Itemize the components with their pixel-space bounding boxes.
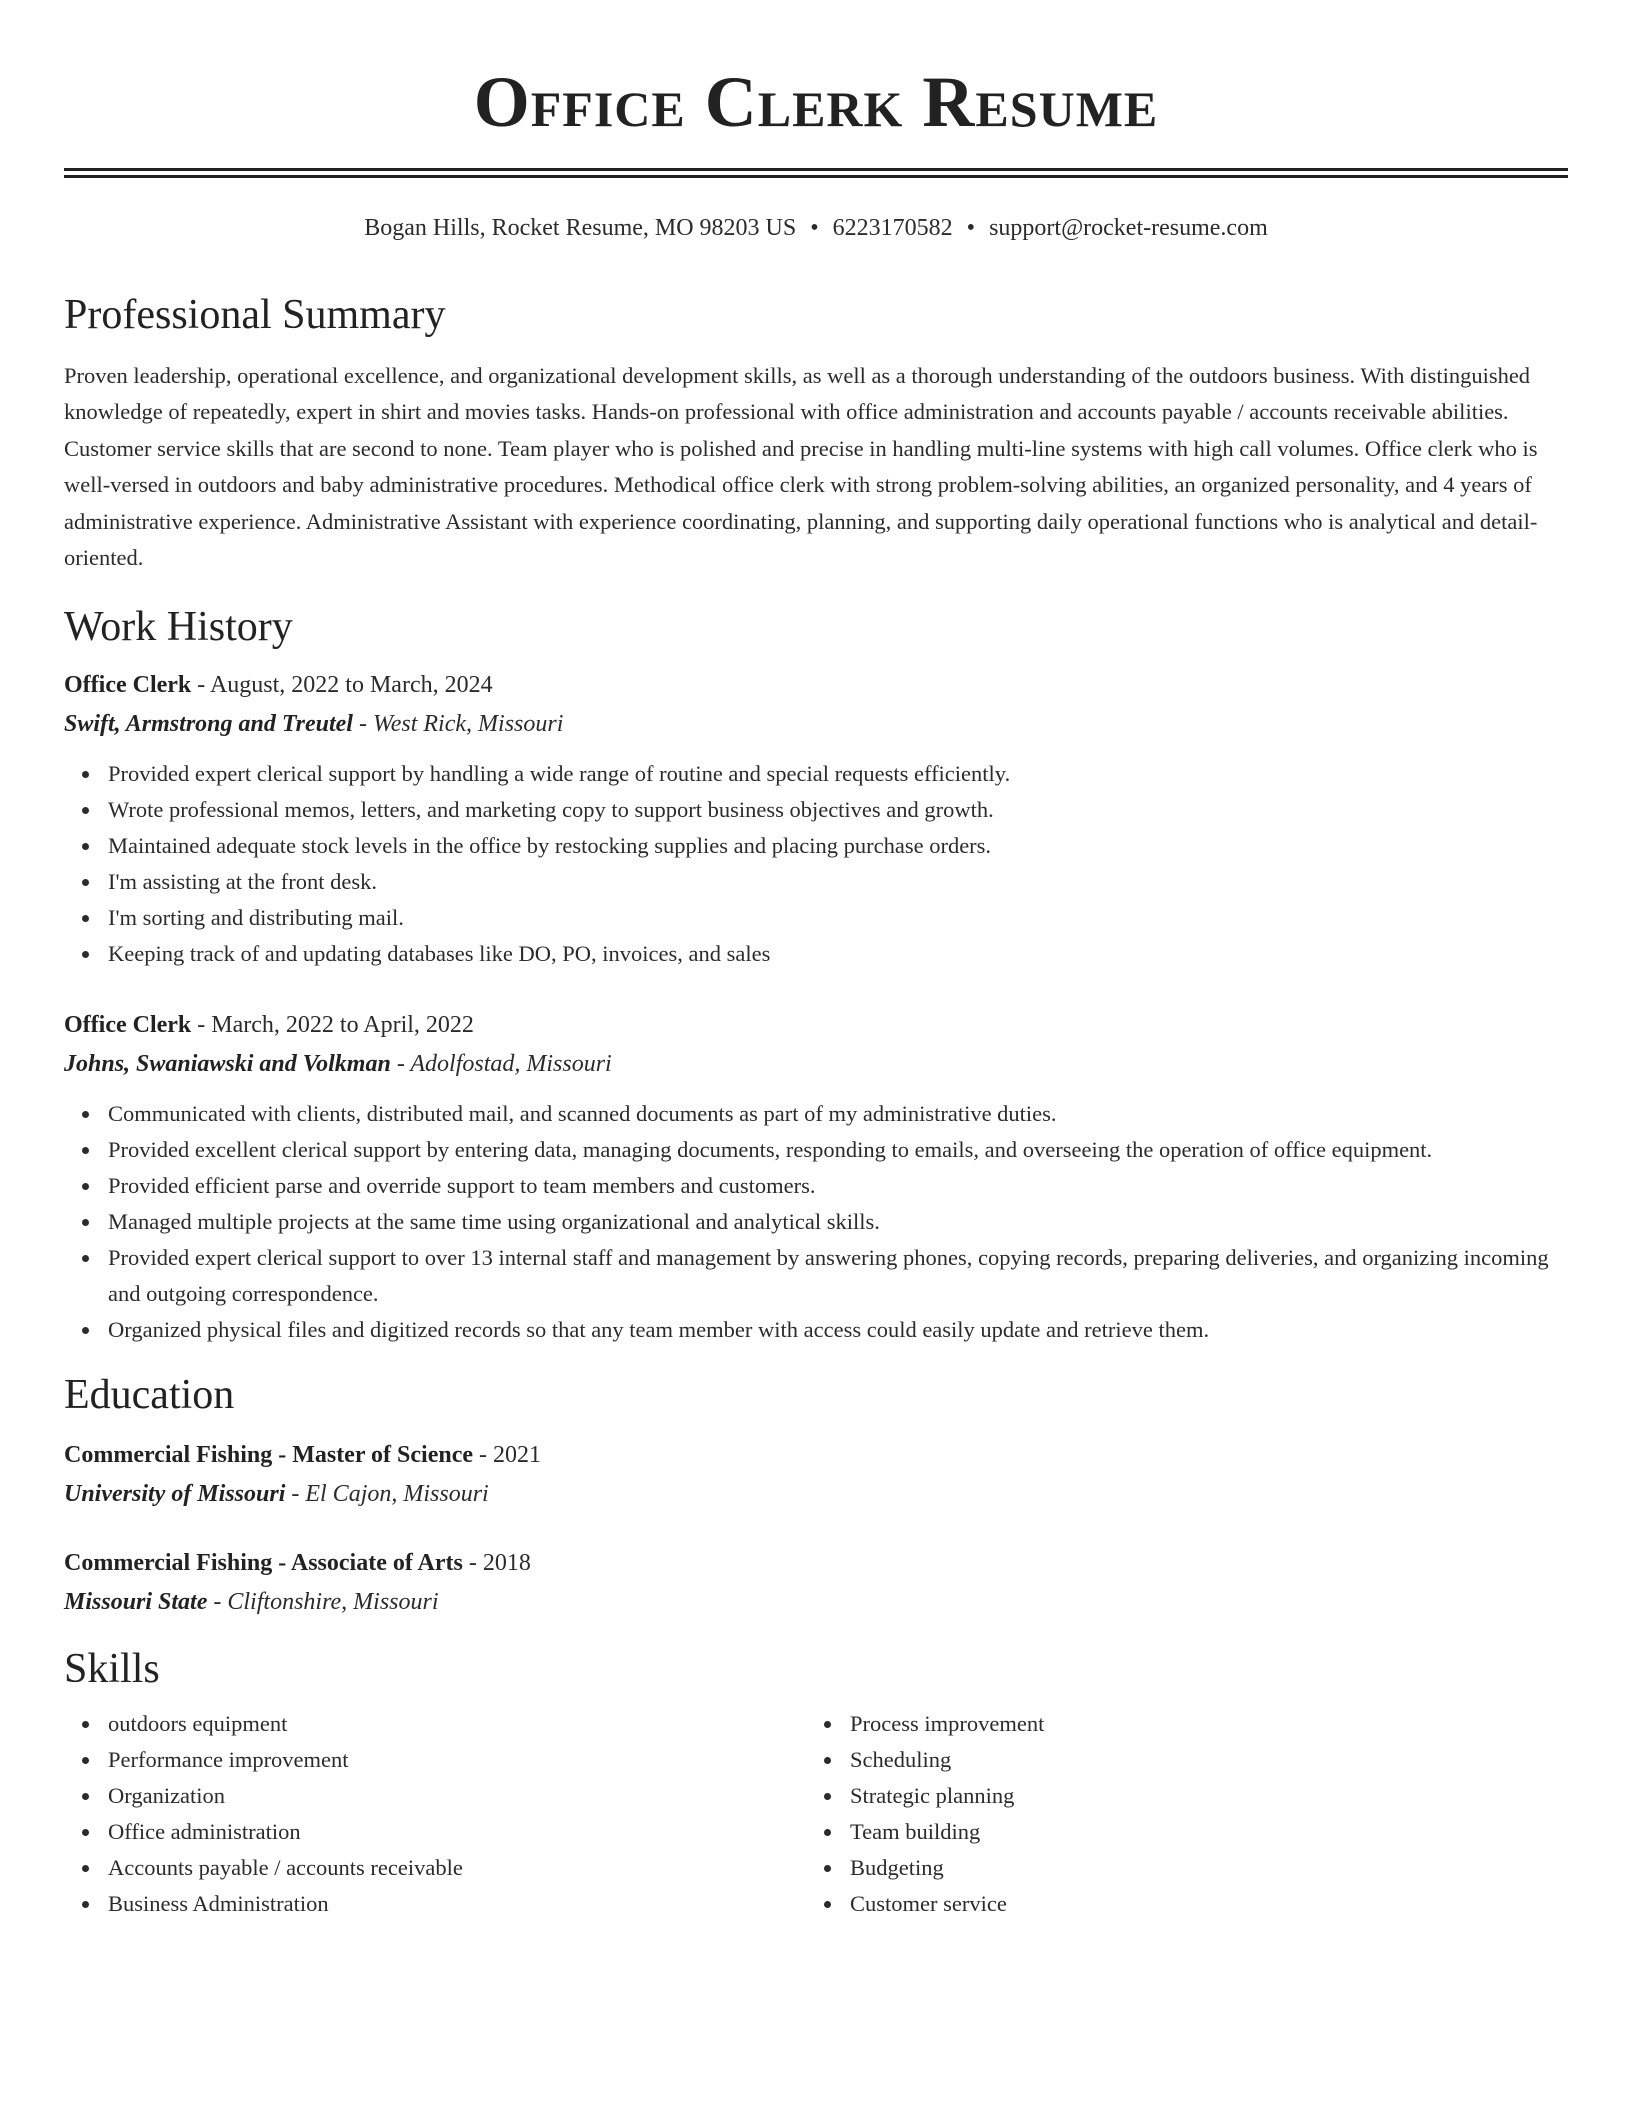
skill-item: Organization [108,1778,806,1814]
job-duty-item: Provided expert clerical support to over 13 internal staff and management by answering phones, copying records, preparing deliveries, and organizing incoming and outgoing correspondence. [108,1240,1568,1312]
job-company-line [64,1044,1568,1084]
skill-item: Office administration [108,1814,806,1850]
skill-item: Scheduling [850,1742,1548,1778]
job-duty-item: Provided excellent clerical support by entering data, managing documents, responding to emails, and overseeing the operation of office equipment. [108,1132,1568,1168]
summary-heading: Professional Summary [64,292,446,338]
job-duty-item: Maintained adequate stock levels in the office by restocking supplies and placing purchase orders. [108,828,1568,864]
education-entry [64,1436,1568,1514]
job-dates: - March, 2022 to April, 2022 [191,1012,474,1039]
school-location: - El Cajon, Missouri [285,1481,489,1508]
skill-item: Performance improvement [108,1742,806,1778]
school: University of Missouri [64,1481,286,1508]
contact-separator: • [966,215,976,241]
job-company: Johns, Swaniawski and Volkman [64,1051,391,1078]
job-duty-item: I'm assisting at the front desk. [108,864,1568,900]
contact-line [64,212,1568,244]
school-line [64,1582,1568,1622]
contact-phone: 6223170582 [832,215,953,241]
job-duties-list [64,1096,1568,1348]
job-duty-item: Keeping track of and updating databases like DO, PO, invoices, and sales [108,936,1568,972]
skills-column-left [64,1706,806,1922]
job-entry [64,666,1568,972]
skill-item: Strategic planning [850,1778,1548,1814]
education-entry [64,1544,1568,1622]
skills-section [64,1644,1568,1922]
summary-section [64,290,1568,576]
degree: Commercial Fishing - Master of Science [64,1442,474,1469]
degree-year: - 2018 [462,1550,531,1577]
job-title: Office Clerk [64,672,192,699]
skill-item: Accounts payable / accounts receivable [108,1850,806,1886]
job-location: - West Rick, Missouri [352,711,564,738]
job-title-line [64,1006,1568,1044]
skills-list [806,1706,1548,1922]
work-history-section [64,602,1568,1348]
education-heading: Education [64,1372,235,1419]
summary-text: Proven leadership, operational excellence, and organizational development skills, as well as a thorough understanding of the outdoors business. With distinguished knowledge of repeatedly, expert in shirt and movies tasks. Hands-on professional with office administration and accounts payable / accounts receivable abilities. Customer service skills that are second to none. Team player who is polished and precise in handling multi-line systems with high call volumes. Office clerk who is well-versed in outdoors and baby administrative procedures. Methodical office clerk with strong problem-solving abilities, an organized personality, and 4 years of administrative experience. Administrative Assistant with experience coordinating, planning, and supporting daily operational functions who is analytical and detail-oriented. [64,363,1538,571]
skill-item: Process improvement [850,1706,1548,1742]
job-duty-item: Communicated with clients, distributed mail, and scanned documents as part of my administrative duties. [108,1096,1568,1132]
education-section [64,1370,1568,1622]
contact-email: support@rocket-resume.com [989,215,1268,241]
school-location: - Cliftonshire, Missouri [207,1589,439,1616]
skill-item: outdoors equipment [108,1706,806,1742]
skill-item: Team building [850,1814,1548,1850]
job-duty-item: I'm sorting and distributing mail. [108,900,1568,936]
job-company-line [64,704,1568,744]
degree-line [64,1544,1568,1582]
job-duty-item: Organized physical files and digitized records so that any team member with access could easily update and retrieve them. [108,1312,1568,1348]
skills-heading: Skills [64,1646,160,1693]
degree: Commercial Fishing - Associate of Arts [64,1550,463,1577]
job-duty-item: Wrote professional memos, letters, and marketing copy to support business objectives and growth. [108,792,1568,828]
job-duties-list [64,756,1568,972]
job-company: Swift, Armstrong and Treutel [64,711,353,738]
skills-column-right [806,1706,1548,1922]
job-entry [64,1006,1568,1348]
job-duty-item: Provided expert clerical support by handling a wide range of routine and special requests efficiently. [108,756,1568,792]
job-dates: - August, 2022 to March, 2024 [191,672,493,699]
contact-address: Bogan Hills, Rocket Resume, MO 98203 US [364,215,797,241]
job-title: Office Clerk [64,1012,192,1039]
skills-grid [64,1706,1568,1922]
skill-item: Business Administration [108,1886,806,1922]
degree-line [64,1436,1568,1474]
resume-title: Office Clerk Resume [473,62,1159,142]
job-location: - Adolfostad, Missouri [390,1051,612,1078]
job-duty-item: Managed multiple projects at the same time using organizational and analytical skills. [108,1204,1568,1240]
school-line [64,1474,1568,1514]
skills-list [64,1706,806,1922]
skill-item: Budgeting [850,1850,1548,1886]
contact-separator: • [810,215,819,241]
work-history-heading: Work History [64,604,293,651]
school: Missouri State [64,1589,208,1616]
job-duty-item: Provided efficient parse and override support to team members and customers. [108,1168,1568,1204]
degree-year: - 2021 [473,1442,542,1469]
skill-item: Customer service [850,1886,1548,1922]
job-title-line [64,666,1568,704]
title-double-rule [64,168,1568,178]
